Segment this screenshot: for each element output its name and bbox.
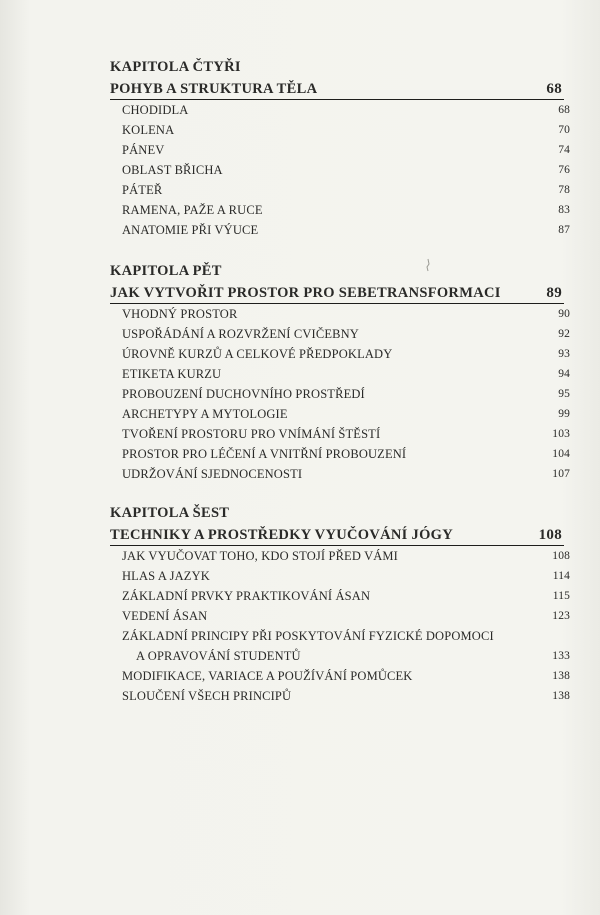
entry-page-number: 92: [558, 328, 570, 340]
entry-page-number: 103: [552, 428, 570, 440]
entry-page-number: 114: [552, 570, 570, 582]
entry-title: ZÁKLADNÍ PRINCIPY PŘI POSKYTOVÁNÍ FYZICKÉ DOPOMOCI: [122, 629, 494, 643]
entry-title: USPOŘÁDÁNÍ A ROZVRŽENÍ CVIČEBNY: [122, 327, 359, 341]
chapter-four: [110, 56, 570, 240]
entry-page-number: 115: [552, 590, 570, 602]
chapter-page-number: 89: [546, 285, 562, 301]
chapter-entries: [110, 546, 570, 706]
chapter-title-row[interactable]: [110, 282, 570, 304]
entry-page-number: 95: [558, 388, 570, 400]
entry-title: PROBOUZENÍ DUCHOVNÍHO PROSTŘEDÍ: [122, 387, 365, 401]
entry-page-number: 123: [552, 610, 570, 622]
chapter-title: JAK VYTVOŘIT PROSTOR PRO SEBETRANSFORMACI: [110, 285, 501, 301]
toc-entry[interactable]: [122, 686, 570, 706]
toc-entry[interactable]: [122, 666, 570, 686]
toc-entry[interactable]: [122, 200, 570, 220]
entry-page-number: 107: [552, 468, 570, 480]
toc-entry[interactable]: [122, 324, 570, 344]
ink-speck: [424, 258, 432, 272]
chapter-label: KAPITOLA PĚT: [110, 263, 222, 279]
chapter-title-row[interactable]: [110, 524, 570, 546]
toc-entry[interactable]: [122, 546, 570, 566]
toc-entry[interactable]: [122, 344, 570, 364]
chapter-title: TECHNIKY A PROSTŘEDKY VYUČOVÁNÍ JÓGY: [110, 527, 453, 543]
entry-page-number: 87: [558, 224, 570, 236]
entry-title: KOLENA: [122, 123, 175, 137]
toc-entry[interactable]: [122, 384, 570, 404]
toc-entry[interactable]: [122, 444, 570, 464]
entry-title: VHODNÝ PROSTOR: [122, 307, 238, 321]
toc-entry[interactable]: [122, 566, 570, 586]
entry-title: ARCHETYPY A MYTOLOGIE: [122, 407, 288, 421]
toc-entry[interactable]: [122, 586, 570, 606]
entry-title: HLAS A JAZYK: [122, 569, 210, 583]
chapter-page-number: 108: [538, 527, 562, 543]
entry-page-number: 108: [552, 550, 570, 562]
entry-page-number: 94: [558, 368, 570, 380]
entry-title: ÚROVNĚ KURZŮ A CELKOVÉ PŘEDPOKLADY: [122, 347, 393, 361]
toc-entry[interactable]: [122, 140, 570, 160]
toc-entry[interactable]: [122, 180, 570, 200]
entry-title: TVOŘENÍ PROSTORU PRO VNÍMÁNÍ ŠTĚSTÍ: [122, 427, 381, 441]
entry-title: MODIFIKACE, VARIACE A POUŽÍVÁNÍ POMŮCEK: [122, 669, 413, 683]
toc-entry[interactable]: [122, 120, 570, 140]
entry-title: JAK VYUČOVAT TOHO, KDO STOJÍ PŘED VÁMI: [122, 549, 399, 563]
entry-page-number: 90: [558, 308, 570, 320]
toc-entry[interactable]: [122, 220, 570, 240]
toc-entry[interactable]: [122, 100, 570, 120]
entry-page-number: 70: [558, 124, 570, 136]
entry-title: VEDENÍ ÁSAN: [122, 609, 208, 623]
chapter-six: [110, 502, 570, 706]
toc-entry[interactable]: [122, 404, 570, 424]
entry-page-number: 133: [552, 650, 570, 662]
chapter-entries: [110, 100, 570, 240]
entry-title: PÁTEŘ: [122, 183, 163, 197]
toc-entry[interactable]: [122, 464, 570, 484]
toc-entry[interactable]: [122, 160, 570, 180]
chapter-title: POHYB A STRUKTURA TĚLA: [110, 81, 318, 97]
entry-title: RAMENA, PAŽE A RUCE: [122, 203, 263, 217]
chapter-five: [110, 260, 570, 484]
entry-page-number: 68: [558, 104, 570, 116]
chapter-page-number: 68: [546, 81, 562, 97]
entry-page-number: 83: [558, 204, 570, 216]
toc-entry[interactable]: [122, 626, 570, 666]
toc-entry[interactable]: [122, 364, 570, 384]
entry-title: CHODIDLA: [122, 103, 189, 117]
entry-page-number: 74: [558, 144, 570, 156]
entry-title: OBLAST BŘICHA: [122, 163, 223, 177]
chapter-label: KAPITOLA ŠEST: [110, 505, 230, 521]
entry-page-number: 138: [552, 670, 570, 682]
chapter-title-row[interactable]: [110, 78, 570, 100]
toc-entry[interactable]: [122, 606, 570, 626]
chapter-entries: [110, 304, 570, 484]
entry-page-number: 78: [558, 184, 570, 196]
toc-entry[interactable]: [122, 424, 570, 444]
entry-page-number: 99: [558, 408, 570, 420]
entry-title: UDRŽOVÁNÍ SJEDNOCENOSTI: [122, 467, 303, 481]
entry-page-number: 138: [552, 690, 570, 702]
entry-title: SLOUČENÍ VŠECH PRINCIPŮ: [122, 689, 292, 703]
entry-title: ETIKETA KURZU: [122, 367, 222, 381]
entry-page-number: 76: [558, 164, 570, 176]
entry-title: PÁNEV: [122, 143, 165, 157]
toc-entry[interactable]: [122, 304, 570, 324]
entry-page-number: 104: [552, 448, 570, 460]
entry-title-continuation: A OPRAVOVÁNÍ STUDENTŮ: [136, 649, 301, 663]
entry-title: ZÁKLADNÍ PRVKY PRAKTIKOVÁNÍ ÁSAN: [122, 589, 371, 603]
entry-title: PROSTOR PRO LÉČENÍ A VNITŘNÍ PROBOUZENÍ: [122, 447, 407, 461]
chapter-label: KAPITOLA ČTYŘI: [110, 59, 241, 75]
entry-title: ANATOMIE PŘI VÝUCE: [122, 223, 259, 237]
entry-page-number: 93: [558, 348, 570, 360]
